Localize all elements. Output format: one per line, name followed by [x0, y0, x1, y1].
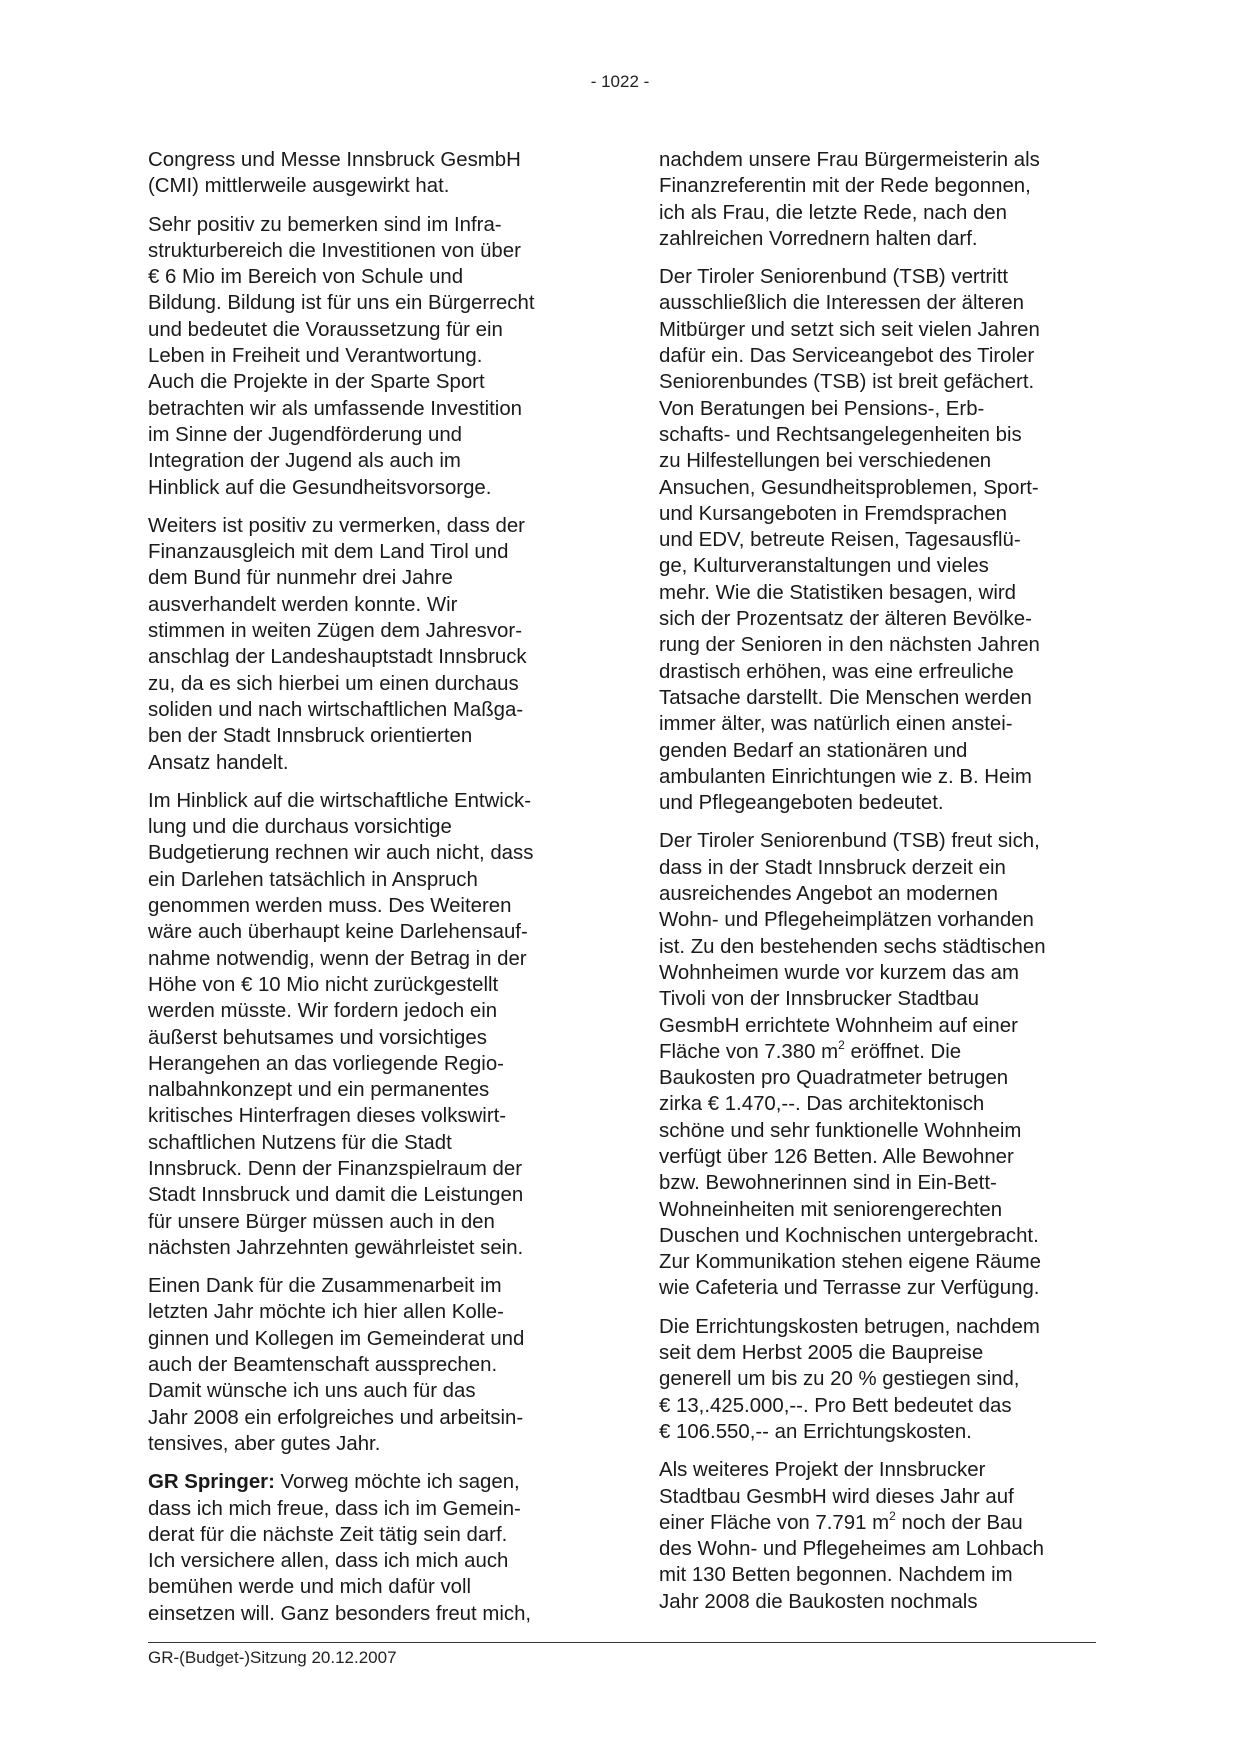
superscript: 2	[838, 1037, 845, 1052]
footer-divider	[148, 1642, 1096, 1643]
paragraph: nachdem unsere Frau Bürgermeisterin als Finanzreferentin mit der Rede begonnen, ich als Frau, die letzte Rede, nach den zahlreichen Vorrednern halten darf.	[659, 149, 1040, 250]
speaker-name: GR Springer:	[148, 1471, 275, 1494]
right-column	[659, 147, 1099, 1627]
speaker-text: Vorweg möchte ich sagen, dass ich mich freue, dass ich im Gemein- derat für die nächste Zeit tätig sein darf. Ich versichere allen, dass ich mich auch bemühen werde und mich dafür voll einsetzen will. Ganz besonders freut mich,	[148, 1471, 532, 1625]
paragraph: Congress und Messe Innsbruck GesmbH (CMI) mittlerweile ausgewirkt hat.	[148, 149, 521, 198]
paragraph-text: Als weiteres Projekt der Innsbrucker Stadtbau GesmbH wird dieses Jahr auf einer Fläche von 7.791 m	[659, 1459, 1014, 1534]
left-column	[148, 147, 590, 1639]
paragraph: Einen Dank für die Zusammenarbeit im letzten Jahr möchte ich hier allen Kolle- ginnen und Kollegen im Gemeinderat und auch der Beamtenschaft aussprechen. Damit wünsche ich uns auch für das Jahr 2008 ein erfolgreiches und arbeitsin- tensives, aber gutes Jahr.	[148, 1275, 525, 1455]
superscript: 2	[889, 1508, 896, 1523]
paragraph	[659, 1457, 1099, 1615]
speaker-paragraph	[148, 1469, 590, 1627]
paragraph: Sehr positiv zu bemerken sind im Infra- strukturbereich die Investitionen von über € 6 Mio im Bereich von Schule und Bildung. Bildung ist für uns ein Bürgerrecht und bedeutet die Voraussetzung für ein Leben in Freiheit und Verantwortung. Auch die Projekte in der Sparte Sport betrachten wir als umfassende Investition im Sinne der Jugendförderung und Integration der Jugend als auch im Hinblick auf die Gesundheitsvorsorge.	[148, 213, 535, 499]
paragraph-text: Der Tiroler Seniorenbund (TSB) freut sich, dass in der Stadt Innsbruck derzeit ein ausreichendes Angebot an modernen Wohn- und Pflegeheimplätzen vorhanden ist. Zu den bestehenden sechs städtischen Wohnheimen wurde vor kurzem das am Tivoli von der Innsbrucker Stadtbau GesmbH errichtete Wohnheim auf einer Fläche von 7.380 m	[659, 830, 1046, 1063]
paragraph-text: eröffnet. Die Baukosten pro Quadratmeter betrugen zirka € 1.470,--. Das architektonisch schöne und sehr funktionelle Wohnheim verfügt über 126 Betten. Alle Bewohner bzw. Bewohnerinnen sind in Ein-Bett- Wohneinheiten mit seniorengerechten Duschen und Kochnischen untergebracht. Zur Kommunikation stehen eigene Räume wie Cafeteria und Terrasse zur Verfügung.	[659, 1040, 1041, 1300]
paragraph: Der Tiroler Seniorenbund (TSB) vertritt ausschließlich die Interessen der älteren Mitbürger und setzt sich seit vielen Jahren dafür ein. Das Serviceangebot des Tiroler Seniorenbundes (TSB) ist breit gefächert. Von Beratungen bei Pensions-, Erb- schafts- und Rechtsangelegenheiten bis zu Hilfestellungen bei verschiedenen Ansuchen, Gesundheitsproblemen, Sport- und Kursangeboten in Fremdsprachen und EDV, betreute Reisen, Tagesausflü- ge, Kulturveranstaltungen und vieles mehr. Wie die Statistiken besagen, wird sich der Prozentsatz der älteren Bevölke- rung der Senioren in den nächsten Jahren drastisch erhöhen, was eine erfreuliche Tatsache darstellt. Die Menschen werden immer älter, was natürlich einen anstei- genden Bedarf an stationären und ambulanten Einrichtungen wie z. B. Heim und Pflegeangeboten bedeutet.	[659, 266, 1040, 815]
footer-text: GR-(Budget-)Sitzung 20.12.2007	[148, 1648, 397, 1667]
paragraph-text: noch der Bau des Wohn- und Pflegeheimes am Lohbach mit 130 Betten begonnen. Nachdem im Jahr 2008 die Baukosten nochmals	[659, 1511, 1045, 1613]
paragraph: Die Errichtungskosten betrugen, nachdem seit dem Herbst 2005 die Baupreise generell um bis zu 20 % gestiegen sind, € 13,.425.000,--. Pro Bett bedeutet das € 106.550,-- an Errichtungskosten.	[659, 1315, 1040, 1443]
paragraph: Weiters ist positiv zu vermerken, dass der Finanzausgleich mit dem Land Tirol und dem Bund für nunmehr drei Jahre ausverhandelt werden konnte. Wir stimmen in weiten Zügen dem Jahresvor- anschlag der Landeshauptstadt Innsbruck zu, da es sich hierbei um einen durchaus soliden und nach wirtschaftlichen Maßga- ben der Stadt Innsbruck orientierten Ansatz handelt.	[148, 514, 527, 774]
page-number: - 1022 -	[590, 72, 650, 91]
paragraph: Im Hinblick auf die wirtschaftliche Entwick- lung und die durchaus vorsichtige Budgetierung rechnen wir auch nicht, dass ein Darlehen tatsächlich in Anspruch genommen werden muss. Des Weiteren wäre auch überhaupt keine Darlehensauf- nahme notwendig, wenn der Betrag in der Höhe von € 10 Mio nicht zurückgestellt werden müsste. Wir fordern jedoch ein äußerst behutsames und vorsichtiges Herangehen an das vorliegende Regio- nalbahnkonzept und ein permanentes kritisches Hinterfragen dieses volkswirt- schaftlichen Nutzens für die Stadt Innsbruck. Denn der Finanzspielraum der Stadt Innsbruck und damit die Leistungen für unsere Bürger müssen auch in den nächsten Jahrzehnten gewährleistet sein.	[148, 789, 534, 1259]
paragraph	[659, 828, 1099, 1301]
